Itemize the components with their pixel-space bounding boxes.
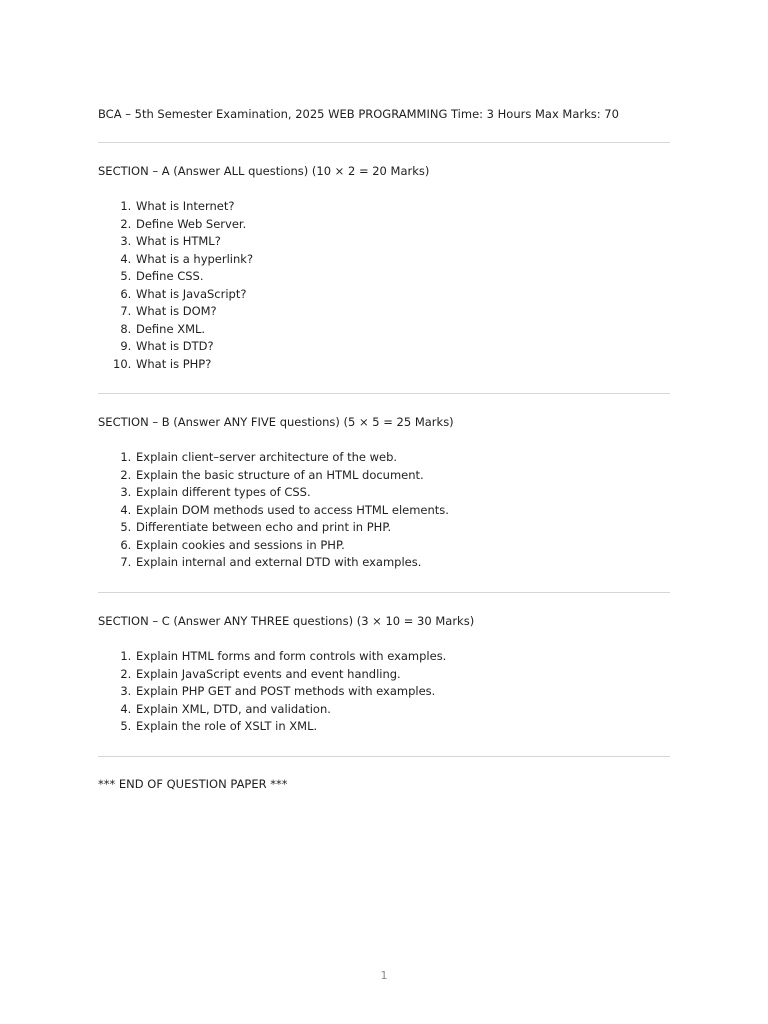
exam-header: BCA – 5th Semester Examination, 2025 WEB PROGRAMMING Time: 3 Hours Max Marks: 70: [98, 107, 619, 121]
page-number: 1: [380, 969, 388, 982]
section-c-question-list: [98, 648, 446, 736]
list-item: 5. Differentiate between echo and print in PHP.: [135, 519, 449, 537]
section-c-title: SECTION – C (Answer ANY THREE questions) (3 × 10 = 30 Marks): [98, 614, 475, 628]
divider: [98, 756, 670, 757]
list-item: 1. Explain client–server architecture of the web.: [135, 449, 449, 467]
list-item: 3. Explain different types of CSS.: [135, 484, 449, 502]
list-item: 2. Explain the basic structure of an HTML document.: [135, 467, 449, 485]
list-item: 8. Define XML.: [135, 321, 253, 339]
list-item: 10. What is PHP?: [135, 356, 253, 374]
list-item: 2. Explain JavaScript events and event handling.: [135, 666, 446, 684]
list-item: 4. What is a hyperlink?: [135, 251, 253, 269]
list-item: 6. What is JavaScript?: [135, 286, 253, 304]
list-item: 5. Define CSS.: [135, 268, 253, 286]
section-b-question-list: [98, 449, 449, 572]
list-item: 2. Define Web Server.: [135, 216, 253, 234]
list-item: 6. Explain cookies and sessions in PHP.: [135, 537, 449, 555]
end-of-paper-note: *** END OF QUESTION PAPER ***: [98, 777, 288, 791]
list-item: 1. What is Internet?: [135, 198, 253, 216]
list-item: 7. Explain internal and external DTD with examples.: [135, 554, 449, 572]
list-item: 5. Explain the role of XSLT in XML.: [135, 718, 446, 736]
list-item: 7. What is DOM?: [135, 303, 253, 321]
section-a-title: SECTION – A (Answer ALL questions) (10 × 2 = 20 Marks): [98, 164, 430, 178]
list-item: 9. What is DTD?: [135, 338, 253, 356]
section-a-question-list: [98, 198, 253, 373]
divider: [98, 393, 670, 394]
list-item: 3. Explain PHP GET and POST methods with examples.: [135, 683, 446, 701]
list-item: 3. What is HTML?: [135, 233, 253, 251]
section-b-title: SECTION – B (Answer ANY FIVE questions) (5 × 5 = 25 Marks): [98, 415, 454, 429]
divider: [98, 592, 670, 593]
list-item: 1. Explain HTML forms and form controls with examples.: [135, 648, 446, 666]
list-item: 4. Explain DOM methods used to access HTML elements.: [135, 502, 449, 520]
divider: [98, 142, 670, 143]
list-item: 4. Explain XML, DTD, and validation.: [135, 701, 446, 719]
